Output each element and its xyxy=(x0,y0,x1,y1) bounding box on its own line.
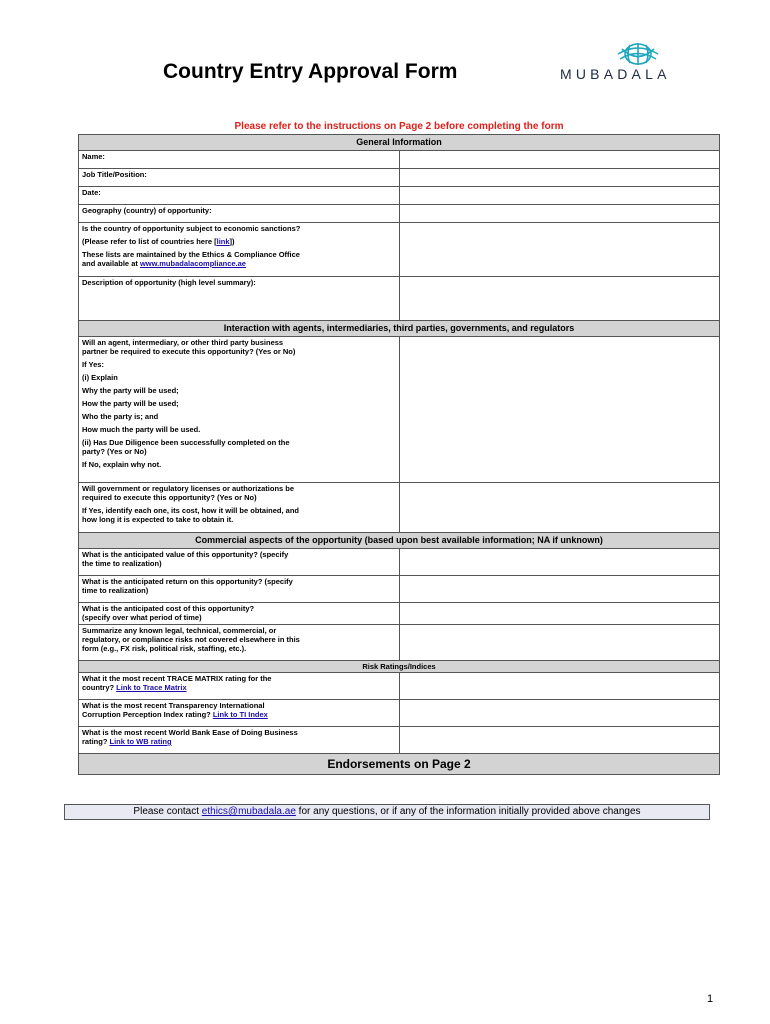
geography-label: Geography (country) of opportunity: xyxy=(79,205,400,223)
geography-field[interactable] xyxy=(399,205,720,223)
description-label: Description of opportunity (high level summary): xyxy=(79,277,400,321)
description-field[interactable] xyxy=(399,277,720,321)
cost-question: What is the anticipated cost of this opportunity? (specify over what period of time) xyxy=(79,603,400,625)
sanctions-list-link[interactable]: link xyxy=(216,237,230,246)
trace-question: What it the most recent TRACE MATRIX rating for the country? Link to Trace Matrix xyxy=(79,673,400,700)
cost-field[interactable] xyxy=(399,603,720,625)
agent-question: Will an agent, intermediary, or other third party business partner be required to execute this opportunity? (Yes or No) If Yes: (i) Explain Why the party will be used; How the party will be used; Who the party is; and How much the party will be used. (ii) Has Due Diligence been successfully completed on the party? (Yes or No) If No, explain why not. xyxy=(79,337,400,483)
trace-field[interactable] xyxy=(399,673,720,700)
wb-field[interactable] xyxy=(399,727,720,754)
page-title: Country Entry Approval Form xyxy=(163,60,458,83)
job-title-field[interactable] xyxy=(399,169,720,187)
interaction-section-header: Interaction with agents, intermediaries, third parties, governments, and regulators xyxy=(79,321,720,337)
name-label: Name: xyxy=(79,151,400,169)
sanctions-field[interactable] xyxy=(399,223,720,277)
ti-index-link[interactable]: Link to TI Index xyxy=(212,710,268,719)
licenses-question: Will government or regulatory licenses or authorizations be required to execute this opportunity? (Yes or No) If Yes, identify each one, its cost, how it will be obtained, and how long it is expected to take to obtain it. xyxy=(79,483,400,533)
ethics-email-link[interactable]: ethics@mubadala.ae xyxy=(201,806,296,817)
logo-wordmark: MUBADALA xyxy=(560,66,671,82)
return-question: What is the anticipated return on this opportunity? (specify time to realization) xyxy=(79,576,400,603)
wb-rating-link[interactable]: Link to WB rating xyxy=(109,737,172,746)
job-title-label: Job Title/Position: xyxy=(79,169,400,187)
risk-section-header: Risk Ratings/Indices xyxy=(79,661,720,673)
value-question: What is the anticipated value of this opportunity? (specify the time to realization) xyxy=(79,549,400,576)
risks-question: Summarize any known legal, technical, commercial, or regulatory, or compliance risks not covered elsewhere in this form (e.g., FX risk, political risk, staffing, etc.). xyxy=(79,625,400,661)
date-label: Date: xyxy=(79,187,400,205)
ti-question: What is the most recent Transparency International Corruption Perception Index rating? Link to TI Index xyxy=(79,700,400,727)
endorsements-header: Endorsements on Page 2 xyxy=(79,754,720,775)
value-field[interactable] xyxy=(399,549,720,576)
approval-form-table xyxy=(78,134,720,775)
wb-question: What is the most recent World Bank Ease of Doing Business rating? Link to WB rating xyxy=(79,727,400,754)
name-field[interactable] xyxy=(399,151,720,169)
licenses-field[interactable] xyxy=(399,483,720,533)
trace-matrix-link[interactable]: Link to Trace Matrix xyxy=(116,683,187,692)
agent-field[interactable] xyxy=(399,337,720,483)
ti-field[interactable] xyxy=(399,700,720,727)
return-field[interactable] xyxy=(399,576,720,603)
risks-field[interactable] xyxy=(399,625,720,661)
page-number: 1 xyxy=(707,993,714,1005)
date-field[interactable] xyxy=(399,187,720,205)
contact-banner: Please contact ethics@mubadala.ae for any questions, or if any of the information initially provided above changes xyxy=(64,804,710,820)
general-section-header: General Information xyxy=(79,135,720,151)
mubadala-logo xyxy=(560,40,720,85)
compliance-site-link[interactable]: www.mubadalacompliance.ae xyxy=(139,259,246,268)
instruction-text: Please refer to the instructions on Page 2 before completing the form xyxy=(234,121,564,132)
commercial-section-header: Commercial aspects of the opportunity (based upon best available information; NA if unknown) xyxy=(79,533,720,549)
sanctions-question: Is the country of opportunity subject to economic sanctions? (Please refer to list of countries here [link]) These lists are maintained by the Ethics & Compliance Office and available at www.mubadalacompliance.ae xyxy=(79,223,400,277)
